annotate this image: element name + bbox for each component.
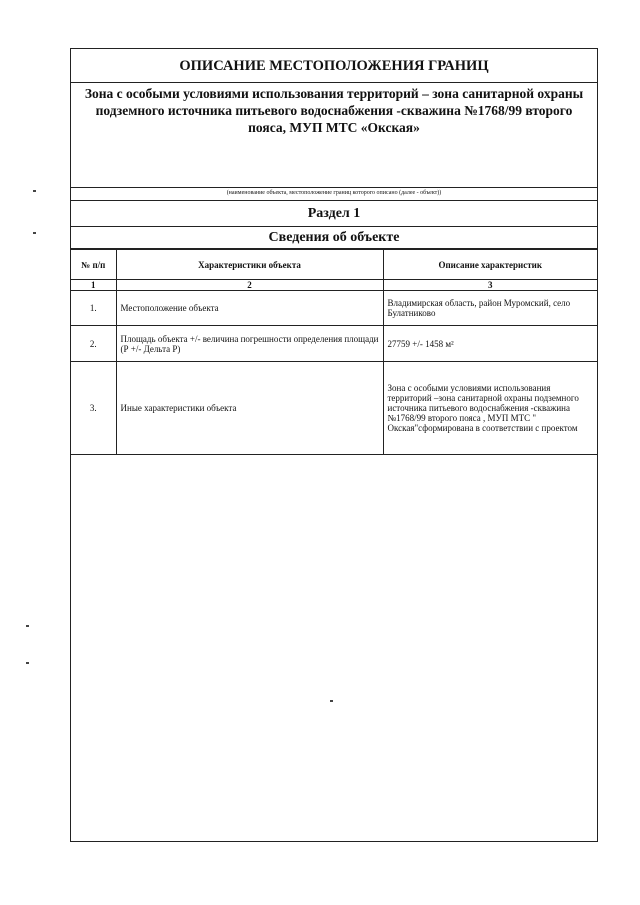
row-description: Владимирская область, район Муромский, село Булатниково bbox=[383, 291, 597, 326]
object-name bbox=[71, 83, 597, 187]
scan-speck bbox=[26, 625, 29, 627]
row-number: 1. bbox=[71, 291, 116, 326]
column-number: 2 bbox=[116, 280, 383, 291]
row-characteristic: Иные характеристики объекта bbox=[116, 362, 383, 455]
scan-speck bbox=[330, 700, 333, 702]
scan-speck bbox=[33, 190, 36, 192]
column-number: 1 bbox=[71, 280, 116, 291]
object-name-caption: (наименование объекта, местоположение границ которого описано (далее - объект)) bbox=[71, 187, 597, 201]
header-description: Описание характеристик bbox=[383, 250, 597, 280]
scan-speck bbox=[33, 232, 36, 234]
table-row bbox=[71, 291, 597, 326]
table-row bbox=[71, 362, 597, 455]
row-number: 2. bbox=[71, 326, 116, 362]
document-frame bbox=[70, 48, 598, 842]
row-characteristic: Местоположение объекта bbox=[116, 291, 383, 326]
object-info-table bbox=[71, 249, 597, 455]
object-name-line: Зона с особыми условиями использования территорий – зона санитарной охраны bbox=[84, 86, 584, 101]
header-number: № п/п bbox=[71, 250, 116, 280]
row-description: 27759 +/- 1458 м² bbox=[383, 326, 597, 362]
row-number: 3. bbox=[71, 362, 116, 455]
row-description: Зона с особыми условиями использования территорий –зона санитарной охраны подземного источника питьевого водоснабжения -скважина №1768/99 второго пояса , МУП МТС " Окская"сформирована в соответствии с проектом bbox=[383, 362, 597, 455]
scan-speck bbox=[26, 662, 29, 664]
section-title: Сведения об объекте bbox=[71, 227, 597, 249]
column-number: 3 bbox=[383, 280, 597, 291]
column-number-row bbox=[71, 280, 597, 291]
row-characteristic: Площадь объекта +/- величина погрешности определения площади (Р +/- Дельта Р) bbox=[116, 326, 383, 362]
object-name-line: подземного источника питьевого водоснабжения -скважина №1768/99 второго bbox=[95, 103, 573, 118]
table-row bbox=[71, 326, 597, 362]
header-characteristic: Характеристики объекта bbox=[116, 250, 383, 280]
object-name-line: пояса, МУП МТС «Окская» bbox=[248, 120, 420, 135]
section-heading: Раздел 1 bbox=[71, 201, 597, 227]
table-header-row bbox=[71, 250, 597, 280]
document-title: ОПИСАНИЕ МЕСТОПОЛОЖЕНИЯ ГРАНИЦ bbox=[71, 49, 597, 83]
